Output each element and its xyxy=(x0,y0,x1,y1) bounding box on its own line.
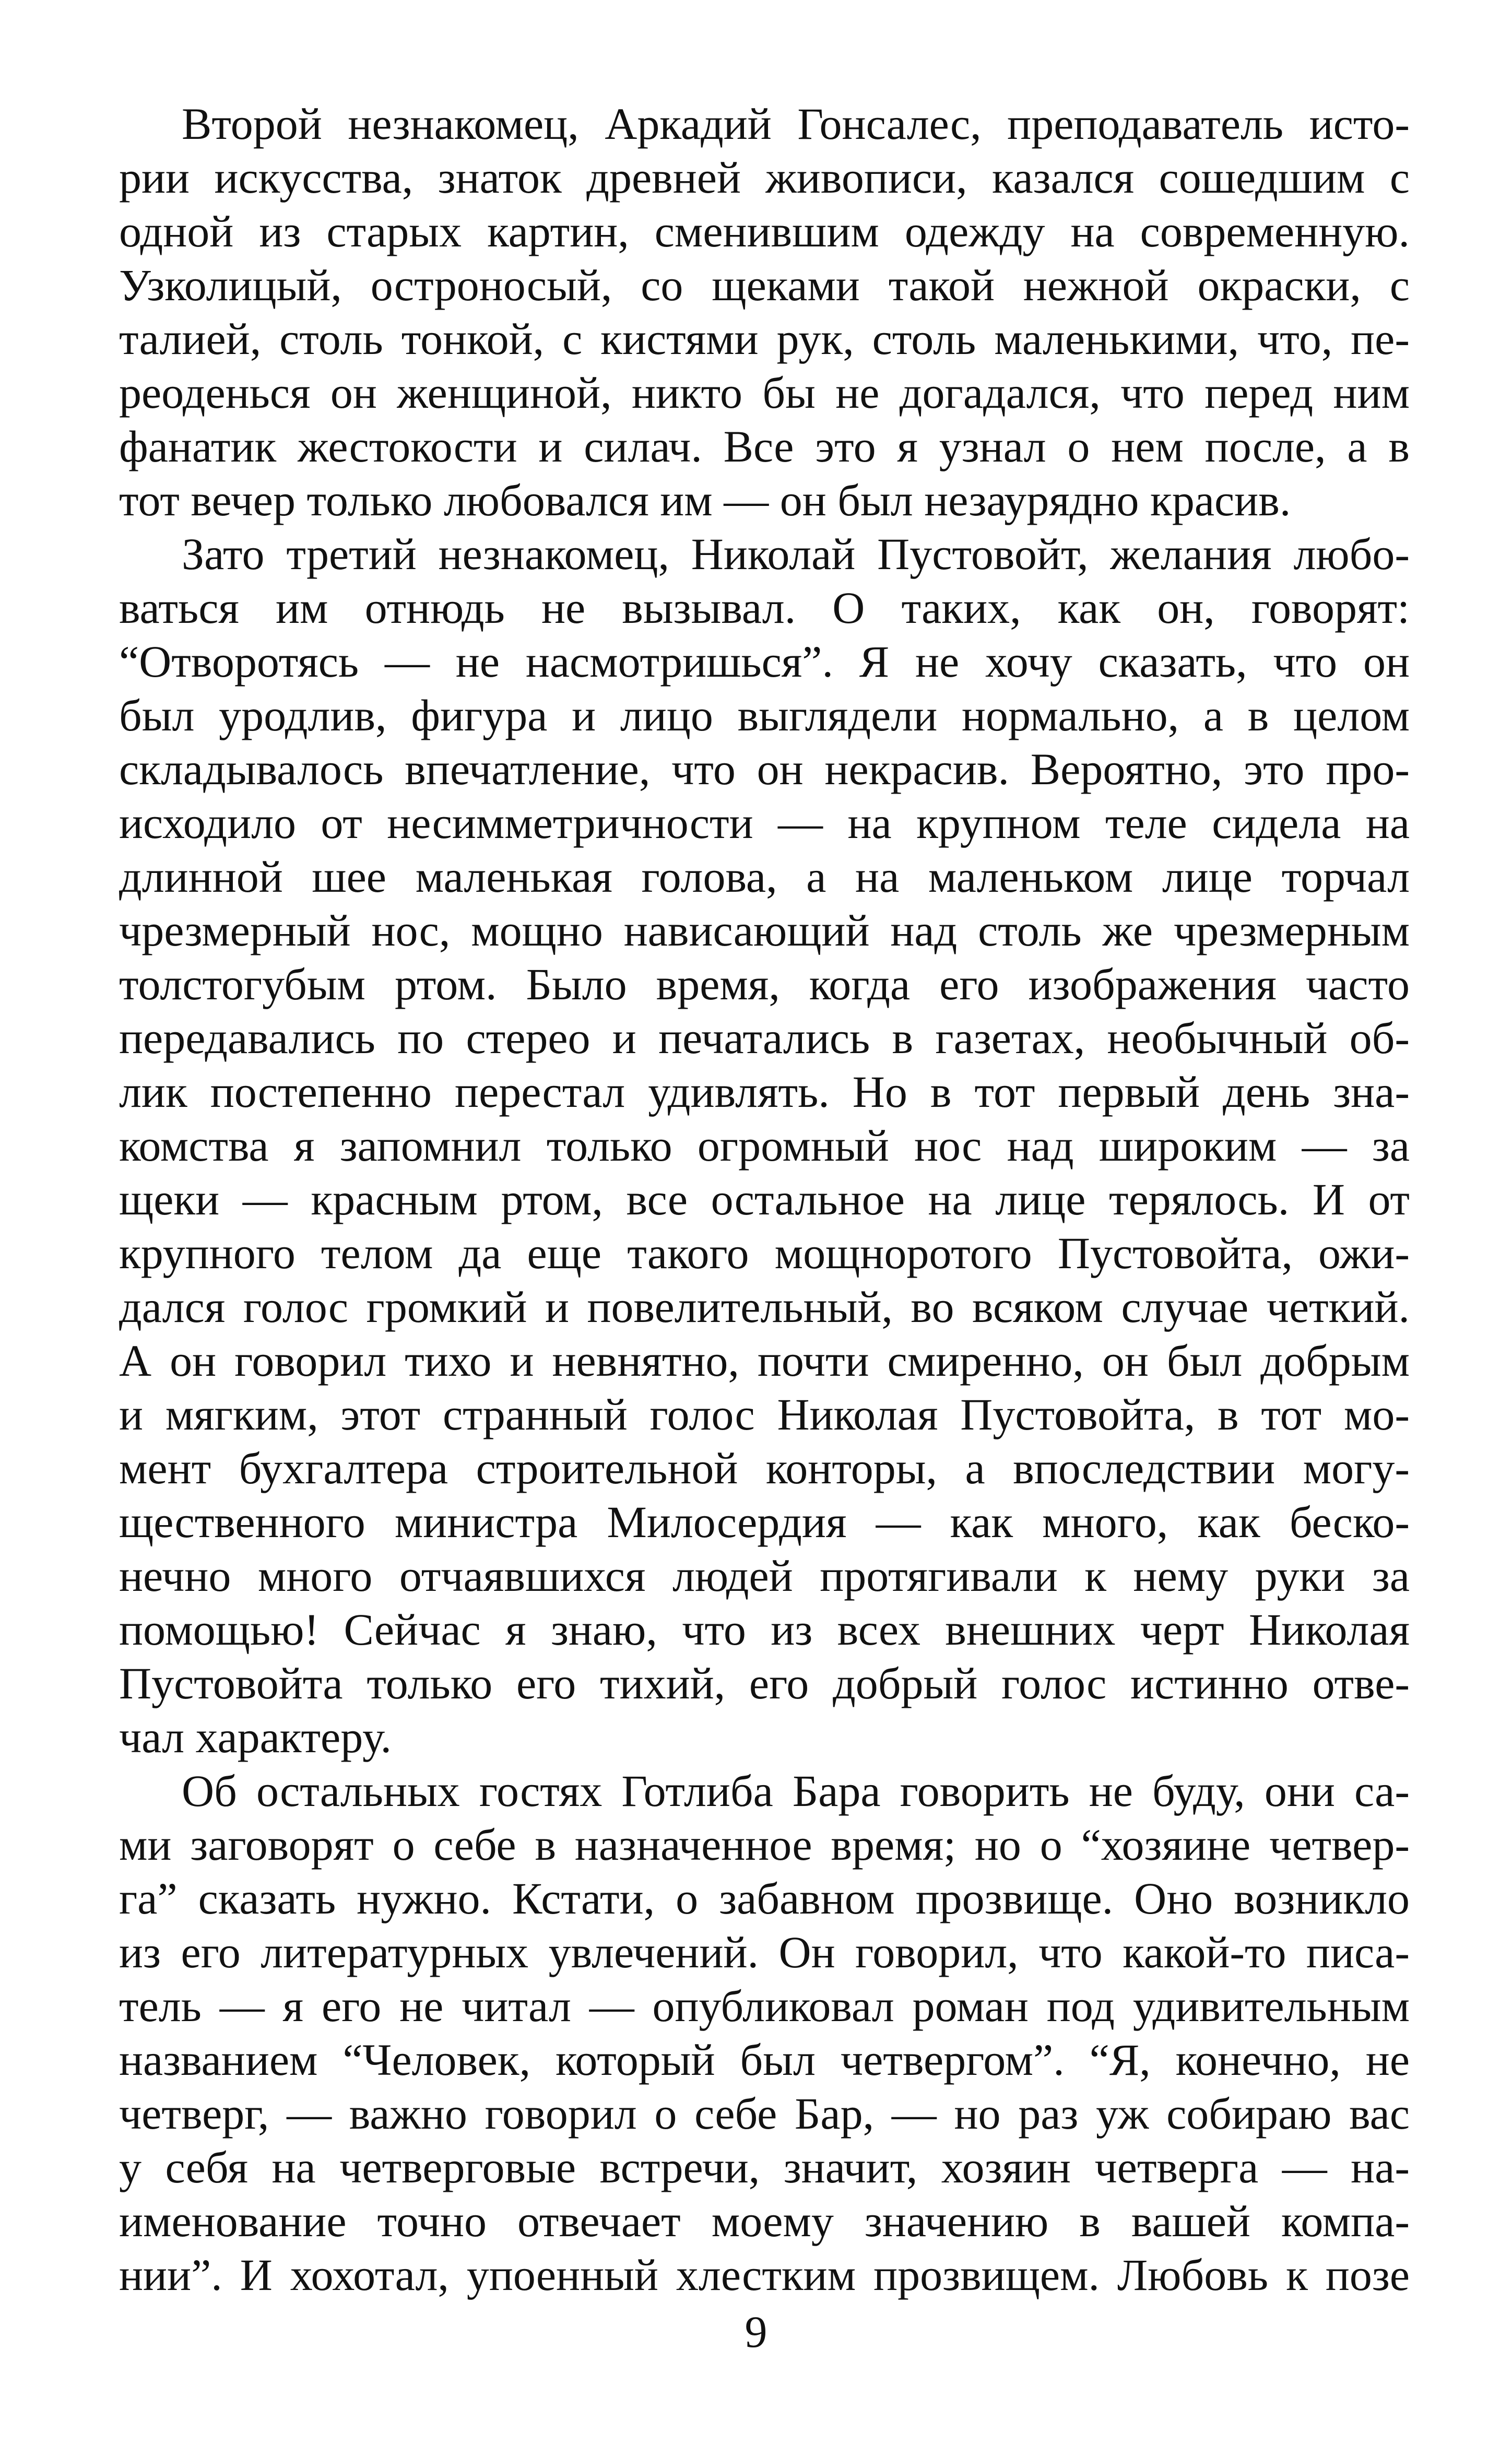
text-line: тель — я его не читал — опубликовал роман под удивительным xyxy=(119,1981,1410,2031)
text-line: талией, столь тонкой, с кистями рук, столь маленькими, что, пе- xyxy=(119,314,1410,364)
text-line: га” сказать нужно. Кстати, о забавном прозвище. Оно возникло xyxy=(119,1873,1410,1923)
text-line: у себя на четверговые встречи, значит, хозяин четверга — на- xyxy=(119,2142,1410,2192)
page-text xyxy=(119,97,1410,2302)
text-line: щеки — красным ртом, все остальное на лице терялось. И от xyxy=(119,1174,1410,1224)
text-line: нечно много отчаявшихся людей протягивали к нему руки за xyxy=(119,1551,1410,1601)
text-line: Второй незнакомец, Аркадий Гонсалес, преподаватель исто- xyxy=(182,99,1410,149)
text-line: толстогубым ртом. Было время, когда его изображения часто xyxy=(119,959,1410,1009)
text-line: из его литературных увлечений. Он говорил, что какой-то писа- xyxy=(119,1927,1410,1977)
text-line: рии искусства, знаток древней живописи, казался сошедшим с xyxy=(119,152,1410,203)
text-line: четверг, — важно говорил о себе Бар, — но раз уж собираю вас xyxy=(119,2088,1410,2139)
text-line: был уродлив, фигура и лицо выглядели нормально, а в целом xyxy=(119,690,1410,740)
paragraph-2 xyxy=(119,527,1410,1764)
text-line: одной из старых картин, сменившим одежду на современную. xyxy=(119,206,1410,256)
text-line: Узколицый, остроносый, со щеками такой нежной окраски, с xyxy=(119,260,1410,310)
text-line: именование точно отвечает моему значению в вашей компа- xyxy=(119,2196,1410,2246)
text-line: и мягким, этот странный голос Николая Пустовойта, в тот мо- xyxy=(119,1389,1410,1439)
text-line: комства я запомнил только огромный нос над широким — за xyxy=(119,1120,1410,1171)
text-line: ваться им отнюдь не вызывал. О таких, как он, говорят: xyxy=(119,583,1410,633)
text-line: Об остальных гостях Готлиба Бара говорить не буду, они са- xyxy=(182,1766,1410,1816)
text-line: тот вечер только любовался им — он был незаурядно красив. xyxy=(119,475,1291,525)
text-line: Зато третий незнакомец, Николай Пустовойт, желания любо- xyxy=(182,529,1410,579)
text-line: чрезмерный нос, мощно нависающий над столь же чрезмерным xyxy=(119,905,1410,955)
text-line: щественного министра Милосердия — как много, как беско- xyxy=(119,1497,1410,1547)
text-line: чал характеру. xyxy=(119,1712,392,1762)
text-line: А он говорил тихо и невнятно, почти смиренно, он был добрым xyxy=(119,1336,1410,1386)
text-line: Пустовойта только его тихий, его добрый голос истинно отве- xyxy=(119,1658,1410,1708)
text-line: лик постепенно перестал удивлять. Но в тот первый день зна- xyxy=(119,1067,1410,1117)
text-line: крупного телом да еще такого мощноротого Пустовойта, ожи- xyxy=(119,1228,1410,1278)
text-line: длинной шее маленькая голова, а на маленьком лице торчал xyxy=(119,852,1410,902)
text-line: ми заговорят о себе в назначенное время; но о “хозяине четвер- xyxy=(119,1820,1410,1870)
text-line: передавались по стерео и печатались в газетах, необычный об- xyxy=(119,1013,1410,1063)
text-line: мент бухгалтера строительной конторы, а впоследствии могу- xyxy=(119,1443,1410,1493)
text-line: фанатик жестокости и силач. Все это я узнал о нем после, а в xyxy=(119,421,1410,471)
text-line: “Отворотясь — не насмотришься”. Я не хочу сказать, что он xyxy=(119,636,1410,687)
text-line: помощью! Сейчас я знаю, что из всех внешних черт Николая xyxy=(119,1604,1410,1655)
text-line: складывалось впечатление, что он некрасив. Вероятно, это про- xyxy=(119,744,1410,794)
text-line: исходило от несимметричности — на крупном теле сидела на xyxy=(119,798,1410,848)
text-line: реоденься он женщиной, никто бы не догадался, что перед ним xyxy=(119,368,1410,418)
text-line: нии”. И хохотал, упоенный хлестким прозвищем. Любовь к позе xyxy=(119,2250,1410,2300)
paragraph-1 xyxy=(119,97,1410,527)
page-number: 9 xyxy=(745,2307,767,2357)
paragraph-3 xyxy=(119,1764,1410,2302)
text-line: названием “Человек, который был четвергом”. “Я, конечно, не xyxy=(119,2035,1410,2085)
text-line: дался голос громкий и повелительный, во всяком случае четкий. xyxy=(119,1282,1410,1332)
